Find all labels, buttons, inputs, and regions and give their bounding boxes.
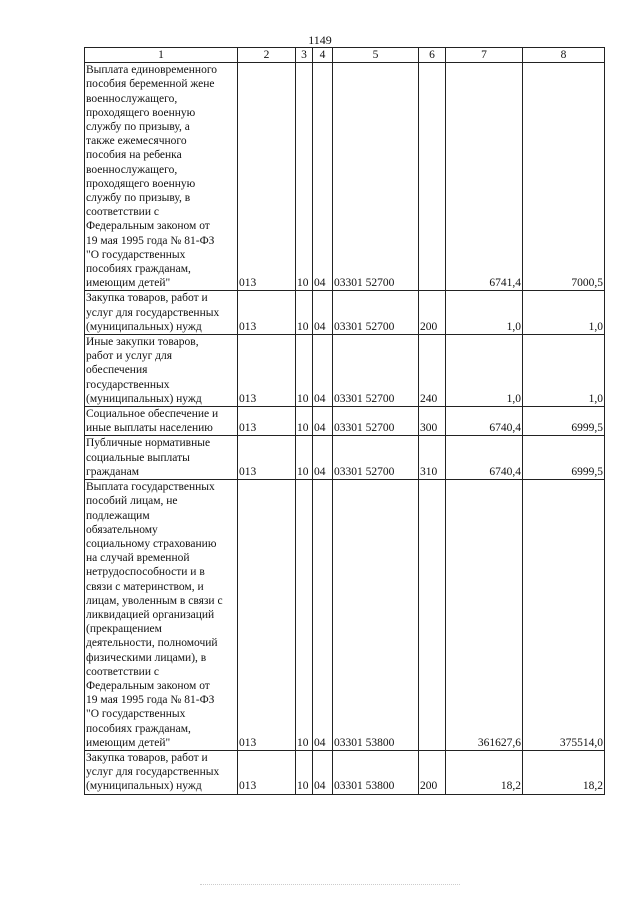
expense-type-code: 310	[419, 436, 446, 480]
target-article-code: 03301 52700	[333, 291, 419, 335]
expense-type-code: 240	[419, 335, 446, 407]
section-code: 10	[296, 436, 313, 480]
ministry-code: 013	[238, 436, 296, 480]
expense-type-code	[419, 63, 446, 291]
target-article-code: 03301 52700	[333, 436, 419, 480]
scan-noise	[200, 884, 460, 886]
table-row	[85, 480, 605, 751]
page-number: 1149	[308, 33, 332, 47]
table-row	[85, 63, 605, 291]
ministry-code: 013	[238, 63, 296, 291]
ministry-code: 013	[238, 335, 296, 407]
subsection-code: 04	[313, 335, 333, 407]
expense-type-code: 300	[419, 407, 446, 436]
subsection-code: 04	[313, 407, 333, 436]
table-row	[85, 436, 605, 480]
ministry-code: 013	[238, 407, 296, 436]
table-row	[85, 407, 605, 436]
row-description: Иные закупки товаров, работ и услуг для обеспечения государственных (муниципальных) нужд	[85, 335, 238, 407]
subsection-code: 04	[313, 750, 333, 794]
table-row	[85, 750, 605, 794]
column-header: 1	[85, 48, 238, 63]
target-article-code: 03301 53800	[333, 750, 419, 794]
column-header: 6	[419, 48, 446, 63]
row-description: Закупка товаров, работ и услуг для государственных (муниципальных) нужд	[85, 291, 238, 335]
column-header: 3	[296, 48, 313, 63]
amount-year-1: 18,2	[446, 750, 523, 794]
column-header: 2	[238, 48, 296, 63]
amount-year-1: 1,0	[446, 335, 523, 407]
budget-table	[84, 47, 605, 795]
column-header: 7	[446, 48, 523, 63]
ministry-code: 013	[238, 480, 296, 751]
row-description: Социальное обеспечение и иные выплаты населению	[85, 407, 238, 436]
subsection-code: 04	[313, 291, 333, 335]
expense-type-code: 200	[419, 750, 446, 794]
ministry-code: 013	[238, 291, 296, 335]
section-code: 10	[296, 480, 313, 751]
expense-type-code: 200	[419, 291, 446, 335]
column-header: 8	[523, 48, 605, 63]
amount-year-2: 7000,5	[523, 63, 605, 291]
column-header: 5	[333, 48, 419, 63]
section-code: 10	[296, 63, 313, 291]
row-description: Закупка товаров, работ и услуг для государственных (муниципальных) нужд	[85, 750, 238, 794]
target-article-code: 03301 53800	[333, 480, 419, 751]
header-row	[85, 48, 605, 63]
amount-year-2: 6999,5	[523, 436, 605, 480]
expense-type-code	[419, 480, 446, 751]
table-row	[85, 335, 605, 407]
amount-year-2: 18,2	[523, 750, 605, 794]
amount-year-1: 6740,4	[446, 436, 523, 480]
table-row	[85, 291, 605, 335]
row-description: Выплата государственных пособий лицам, не подлежащим обязательному социальному страхованию на случай временной нетрудоспособности и в связи с материнством, и лицам, уволенным в связи с ликвидацией организаций (прекращением деятельности, полномочий физическими лицами), в соответствии с Федеральным законом от 19 мая 1995 года № 81-ФЗ "О государственных пособиях гражданам, имеющим детей"	[85, 480, 238, 751]
amount-year-2: 1,0	[523, 291, 605, 335]
amount-year-1: 6740,4	[446, 407, 523, 436]
row-description: Публичные нормативные социальные выплаты гражданам	[85, 436, 238, 480]
subsection-code: 04	[313, 480, 333, 751]
column-header: 4	[313, 48, 333, 63]
amount-year-1: 1,0	[446, 291, 523, 335]
amount-year-2: 6999,5	[523, 407, 605, 436]
section-code: 10	[296, 407, 313, 436]
section-code: 10	[296, 750, 313, 794]
target-article-code: 03301 52700	[333, 407, 419, 436]
section-code: 10	[296, 291, 313, 335]
amount-year-1: 6741,4	[446, 63, 523, 291]
row-description: Выплата единовременного пособия беременной жене военнослужащего, проходящего военную службу по призыву, а также ежемесячного пособия на ребенка военнослужащего, проходящего военную службу по призыву, в соответствии с Федеральным законом от 19 мая 1995 года № 81-ФЗ "О государственных пособиях гражданам, имеющим детей"	[85, 63, 238, 291]
amount-year-1: 361627,6	[446, 480, 523, 751]
subsection-code: 04	[313, 63, 333, 291]
subsection-code: 04	[313, 436, 333, 480]
ministry-code: 013	[238, 750, 296, 794]
section-code: 10	[296, 335, 313, 407]
target-article-code: 03301 52700	[333, 335, 419, 407]
target-article-code: 03301 52700	[333, 63, 419, 291]
amount-year-2: 375514,0	[523, 480, 605, 751]
amount-year-2: 1,0	[523, 335, 605, 407]
